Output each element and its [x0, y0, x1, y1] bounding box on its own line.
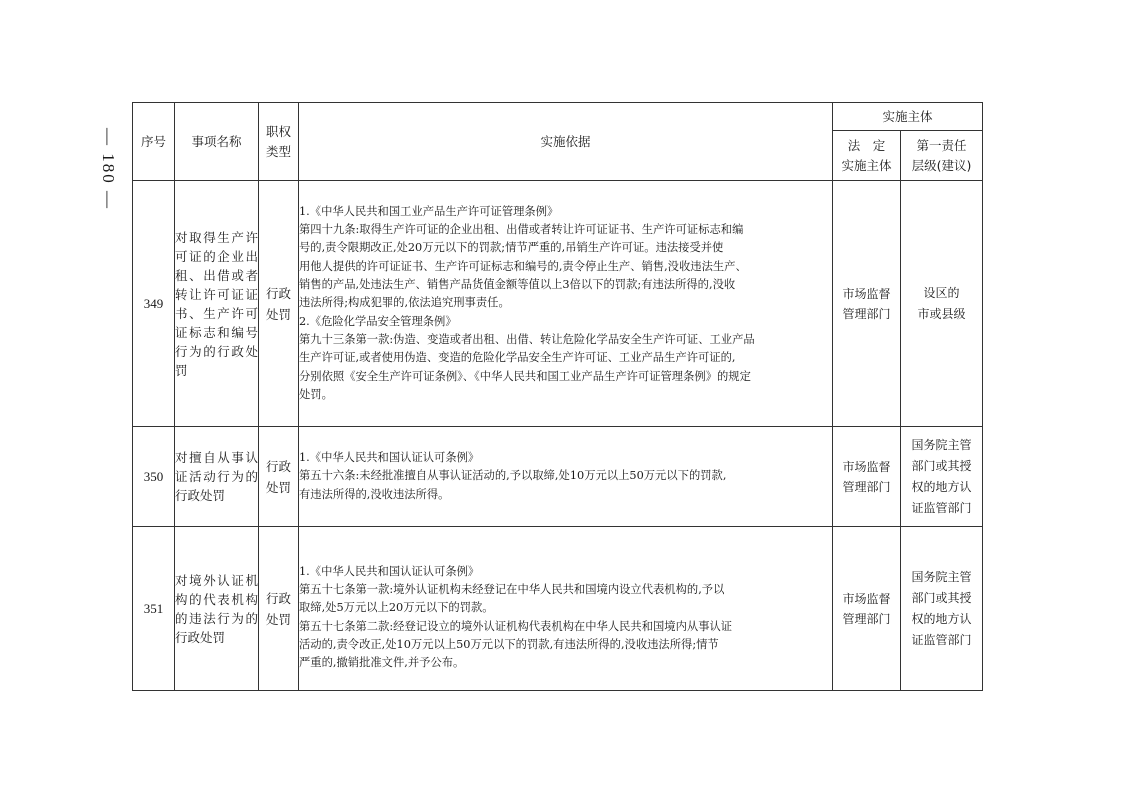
level-line: 市或县级 [917, 306, 966, 321]
table-row [133, 181, 983, 427]
row-type-line1: 行政 [265, 285, 291, 301]
basis-line: 号的,责令限期改正,处20万元以下的罚款;情节严重的,吊销生产许可证。违法接受并使 [299, 241, 724, 255]
subject-line2: 管理部门 [842, 306, 891, 321]
level-line: 证监管部门 [911, 632, 972, 647]
basis-line: 处罚。 [299, 387, 333, 401]
basis-line: 分别依照《安全生产许可证条例》、《中华人民共和国工业产品生产许可证管理条例》的规定 [299, 369, 751, 383]
basis-line: 1.《中华人民共和国认证认可条例》 [299, 451, 480, 465]
subject-line2: 管理部门 [842, 611, 891, 626]
row-type [259, 181, 299, 427]
row-type-line2: 处罚 [265, 611, 291, 627]
basis-line: 生产许可证,或者使用伪造、变造的危险化学品安全生产许可证、工业产品生产许可证的, [299, 351, 736, 365]
subject-line2: 管理部门 [842, 479, 891, 494]
header-type-line1: 职权 [265, 123, 291, 139]
row-basis [299, 427, 833, 527]
level-line: 部门或其授 [911, 590, 972, 605]
row-no: 351 [133, 527, 175, 691]
row-responsibility-level [901, 527, 983, 691]
header-name: 事项名称 [175, 103, 259, 181]
header-subject-line2: 实施主体 [841, 157, 892, 173]
header-legal-subject [833, 131, 901, 181]
level-line: 部门或其授 [911, 458, 972, 473]
header-type [259, 103, 299, 181]
basis-line: 1.《中华人民共和国认证认可条例》 [299, 564, 480, 578]
basis-line: 第四十九条:取得生产许可证的企业出租、出借或者转让许可证证书、生产许可证标志和编 [299, 223, 744, 237]
level-line: 设区的 [923, 285, 960, 300]
row-responsibility-level [901, 427, 983, 527]
header-subject-line1: 法 定 [847, 137, 886, 153]
basis-line: 严重的,撤销批准文件,并予公布。 [299, 656, 465, 670]
basis-line: 销售的产品,处违法生产、销售产品货值金额等值以上3倍以下的罚款;有违法所得的,没收 [299, 278, 736, 292]
header-level-line2: 层级(建议) [911, 157, 972, 173]
row-no: 350 [133, 427, 175, 527]
header-no: 序号 [133, 103, 175, 181]
subject-line1: 市场监督 [842, 286, 891, 301]
row-type [259, 527, 299, 691]
basis-line: 用他人提供的许可证证书、生产许可证标志和编号的,责令停止生产、销售,没收违法生产、 [299, 259, 747, 273]
row-basis [299, 527, 833, 691]
row-type [259, 427, 299, 527]
basis-line: 第九十三条第一款:伪造、变造或者出租、出借、转让危险化学品安全生产许可证、工业产品 [299, 332, 755, 346]
table-row [133, 427, 983, 527]
basis-line: 第五十七条第二款:经登记设立的境外认证机构代表机构在中华人民共和国境内从事认证 [299, 619, 733, 633]
row-legal-subject [833, 527, 901, 691]
row-item-name: 对擅自从事认证活动行为的行政处罚 [175, 427, 259, 527]
row-type-line2: 处罚 [265, 479, 291, 495]
row-basis [299, 181, 833, 427]
row-type-line1: 行政 [265, 590, 291, 606]
basis-line: 违法所得;构成犯罪的,依法追究刑事责任。 [299, 296, 510, 310]
row-type-line1: 行政 [265, 458, 291, 474]
level-line: 国务院主管 [911, 569, 972, 584]
basis-line: 2.《危险化学品安全管理条例》 [299, 314, 457, 328]
basis-line: 1.《中华人民共和国工业产品生产许可证管理条例》 [299, 204, 559, 218]
level-line: 国务院主管 [911, 437, 972, 452]
level-line: 权的地方认 [911, 479, 972, 494]
basis-line: 有违法所得的,没收违法所得。 [299, 487, 450, 501]
basis-line: 取缔,处5万元以上20万元以下的罚款。 [299, 601, 494, 615]
row-item-name: 对境外认证机构的代表机构的违法行为的行政处罚 [175, 527, 259, 691]
page-number: — 180 — [99, 128, 118, 210]
table-row [133, 527, 983, 691]
basis-line: 第五十六条:未经批准擅自从事认证活动的,予以取缔,处10万元以上50万元以下的罚款, [299, 469, 727, 483]
subject-line1: 市场监督 [842, 459, 891, 474]
header-level-line1: 第一责任 [916, 137, 967, 153]
level-line: 权的地方认 [911, 611, 972, 626]
row-responsibility-level [901, 181, 983, 427]
row-legal-subject [833, 427, 901, 527]
level-line: 证监管部门 [911, 500, 972, 515]
row-legal-subject [833, 181, 901, 427]
row-no: 349 [133, 181, 175, 427]
header-basis: 实施依据 [299, 103, 833, 181]
basis-line: 第五十七条第一款:境外认证机构未经登记在中华人民共和国境内设立代表机构的,予以 [299, 582, 725, 596]
enforcement-items-table [132, 102, 983, 691]
header-type-line2: 类型 [265, 143, 291, 159]
basis-line: 活动的,责令改正,处10万元以上50万元以下的罚款,有违法所得的,没收违法所得;情节 [299, 637, 719, 651]
row-item-name: 对取得生产许可证的企业出租、出借或者转让许可证证书、生产许可证标志和编号行为的行政处罚 [175, 181, 259, 427]
header-subject-group: 实施主体 [833, 103, 983, 131]
row-type-line2: 处罚 [265, 306, 291, 322]
header-responsibility-level [901, 131, 983, 181]
subject-line1: 市场监督 [842, 591, 891, 606]
